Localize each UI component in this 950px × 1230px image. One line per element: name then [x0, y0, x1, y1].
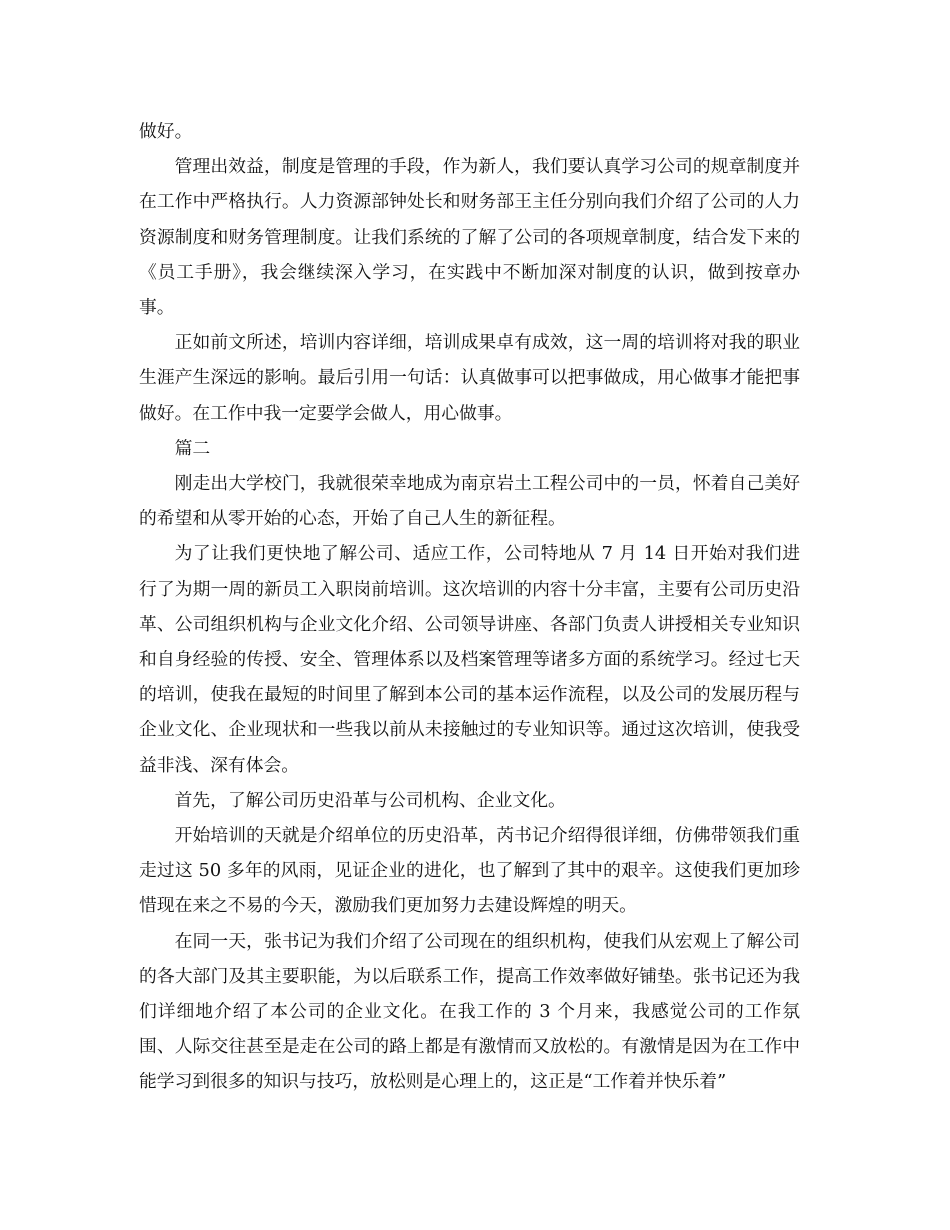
paragraph: 开始培训的天就是介绍单位的历史沿革，芮书记介绍得很详细，仿佛带领我们重走过这 50 多年的风雨，见证企业的进化，也了解到了其中的艰辛。这使我们更加珍惜现在来之不易的今天，激励我们更加努力去建设辉煌的明天。 — [139, 825, 800, 917]
paragraph: 做好。 — [139, 121, 193, 142]
paragraph: 刚走出大学校门，我就很荣幸地成为南京岩土工程公司中的一员，怀着自己美好的希望和从零开始的心态，开始了自己人生的新征程。 — [139, 473, 800, 530]
section-heading: 篇二 — [174, 437, 211, 459]
paragraph: 正如前文所述，培训内容详细，培训成果卓有成效，这一周的培训将对我的职业生涯产生深远的影响。最后引用一句话：认真做事可以把事做成，用心做事才能把事做好。在工作中我一定要学会做人，用心做事。 — [139, 332, 800, 424]
paragraph: 管理出效益，制度是管理的手段，作为新人，我们要认真学习公司的规章制度并在工作中严格执行。人力资源部钟处长和财务部王主任分别向我们介绍了公司的人力资源制度和财务管理制度。让我们系统的了解了公司的各项规章制度，结合发下来的《员工手册》，我会继续深入学习，在实践中不断加深对制度的认识，做到按章办事。 — [139, 156, 800, 319]
paragraph: 为了让我们更快地了解公司、适应工作，公司特地从 7 月 14 日开始对我们进行了为期一周的新员工入职岗前培训。这次培训的内容十分丰富，主要有公司历史沿革、公司组织机构与企业文化介绍、公司领导讲座、各部门负责人讲授相关专业知识和自身经验的传授、安全、管理体系以及档案管理等诸多方面的系统学习。经过七天的培训，使我在最短的时间里了解到本公司的基本运作流程，以及公司的发展历程与企业文化、企业现状和一些我以前从未接触过的专业知识等。通过这次培训，使我受益非浅、深有体会。 — [139, 543, 800, 776]
paragraph: 首先，了解公司历史沿革与公司机构、企业文化。 — [174, 789, 566, 811]
document-body — [139, 114, 800, 1100]
paragraph: 在同一天，张书记为我们介绍了公司现在的组织机构，使我们从宏观上了解公司的各大部门及其主要职能，为以后联系工作，提高工作效率做好铺垫。张书记还为我们详细地介绍了本公司的企业文化。在我工作的 3 个月来，我感觉公司的工作氛围、人际交往甚至是走在公司的路上都是有激情而又放松的。有激情是因为在工作中能学习到很多的知识与技巧，放松则是心理上的，这正是“工作着并快乐着” — [139, 930, 800, 1093]
